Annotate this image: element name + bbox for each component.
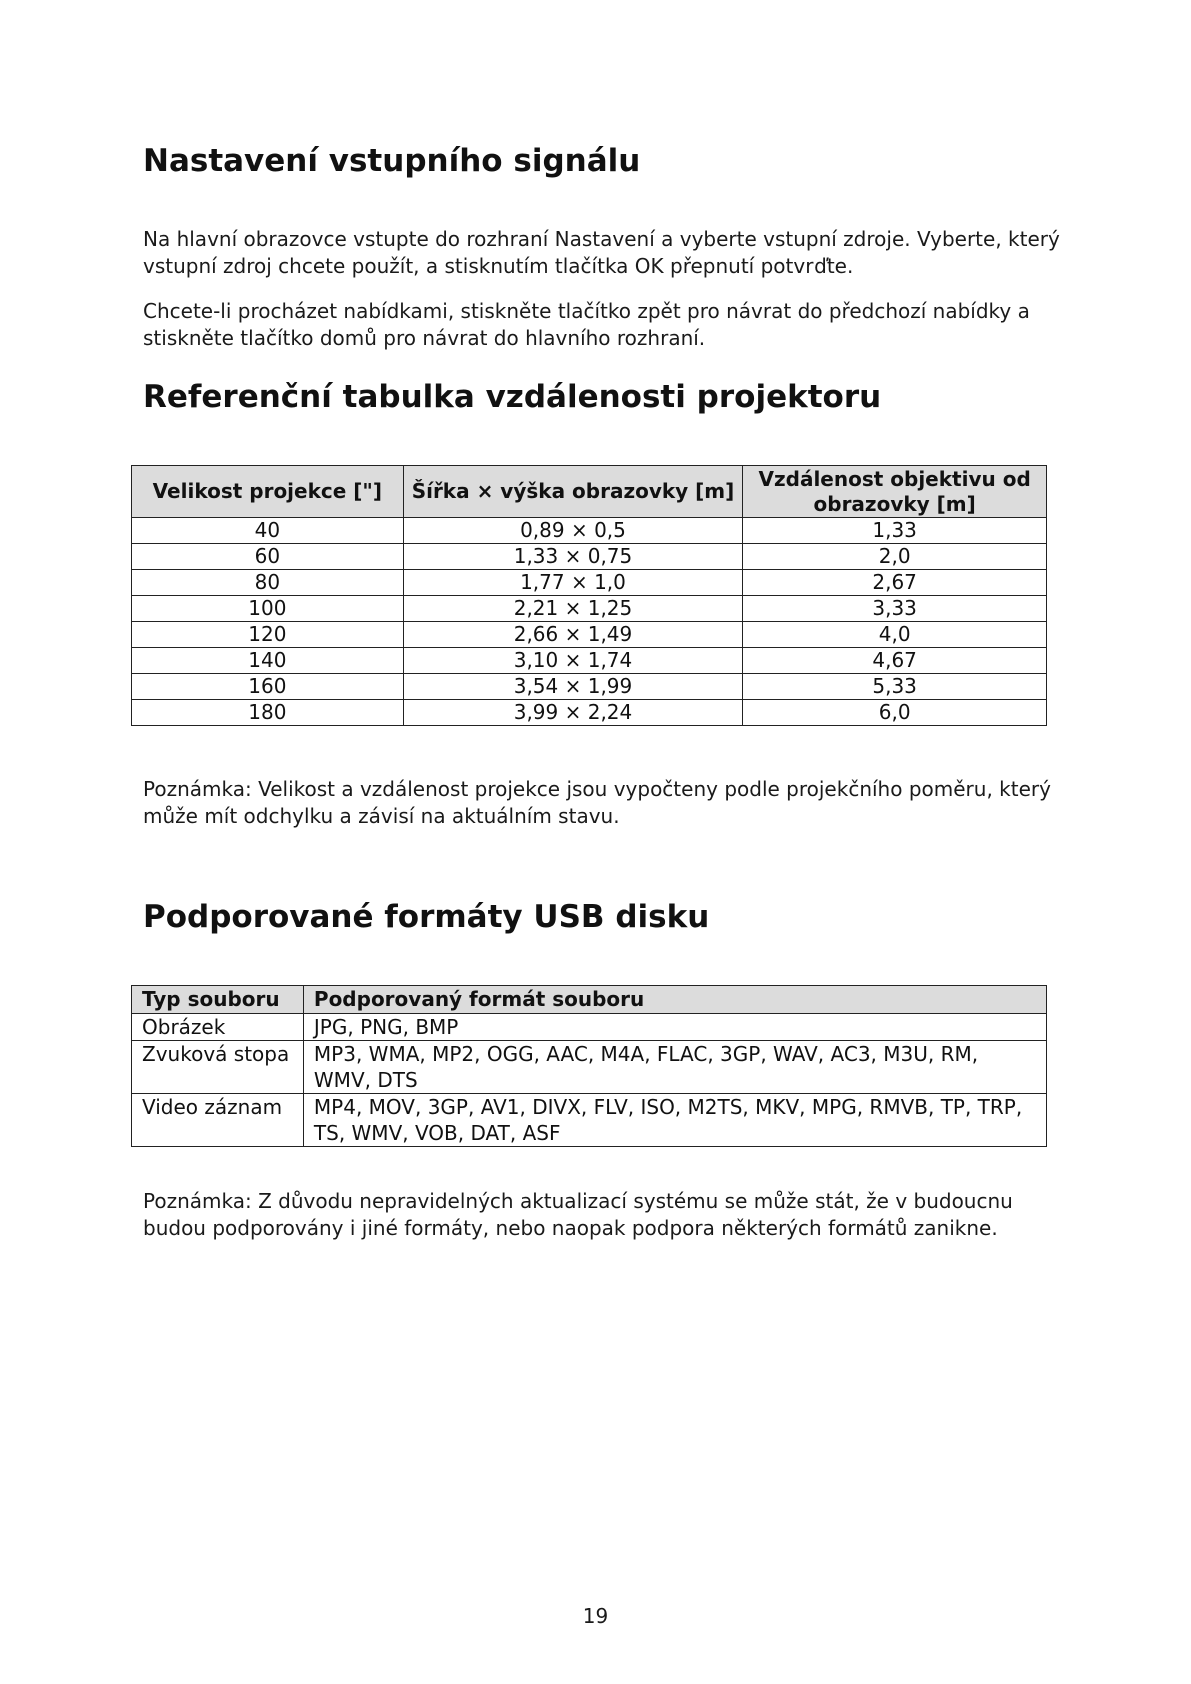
usb-formats-note: Poznámka: Z důvodu nepravidelných aktualizací systému se může stát, že v budoucnu budou podporovány i jiné formáty, nebo naopak podpora některých formátů zanikne. — [143, 1189, 1013, 1240]
column-header: Šířka × výška obrazovky [m] — [403, 466, 743, 518]
table-cell-formats: MP4, MOV, 3GP, AV1, DIVX, FLV, ISO, M2TS, MKV, MPG, RMVB, TP, TRP, TS, WMV, VOB, DAT, ASF — [303, 1094, 1046, 1147]
table-row — [132, 544, 1047, 570]
table-row — [132, 596, 1047, 622]
table-cell: 160 — [132, 674, 404, 700]
table-header-row — [132, 986, 1047, 1014]
section-heading-distance-table: Referenční tabulka vzdálenosti projektoru — [143, 379, 882, 415]
table-cell: 3,33 — [743, 596, 1047, 622]
table-cell: 40 — [132, 518, 404, 544]
table-row — [132, 674, 1047, 700]
table-cell-file-type: Zvuková stopa — [132, 1041, 304, 1094]
table-header-row — [132, 466, 1047, 518]
table-cell: 180 — [132, 700, 404, 726]
section-heading-usb-formats: Podporované formáty USB disku — [143, 899, 710, 935]
table-row — [132, 518, 1047, 544]
table-cell: 2,67 — [743, 570, 1047, 596]
column-header: Vzdálenost objektivu od obrazovky [m] — [743, 466, 1047, 518]
table-cell: 4,0 — [743, 622, 1047, 648]
table-cell-file-type: Video záznam — [132, 1094, 304, 1147]
table-cell: 1,77 × 1,0 — [403, 570, 743, 596]
usb-formats-table — [131, 985, 1047, 1147]
table-cell: 60 — [132, 544, 404, 570]
column-header: Velikost projekce ["] — [132, 466, 404, 518]
table-row — [132, 1094, 1047, 1147]
table-cell: 2,0 — [743, 544, 1047, 570]
table-cell: 1,33 — [743, 518, 1047, 544]
paragraph-input-instructions: Na hlavní obrazovce vstupte do rozhraní Nastavení a vyberte vstupní zdroje. Vyberte, který vstupní zdroj chcete použít, a stisknutím tlačítka OK přepnutí potvrďte. — [143, 227, 1060, 278]
table-cell: 2,21 × 1,25 — [403, 596, 743, 622]
table-cell: 80 — [132, 570, 404, 596]
table-row — [132, 570, 1047, 596]
table-row — [132, 622, 1047, 648]
table-cell: 2,66 × 1,49 — [403, 622, 743, 648]
page-number: 19 — [582, 1604, 609, 1628]
table-row — [132, 1041, 1047, 1094]
table-cell: 4,67 — [743, 648, 1047, 674]
table-cell: 3,99 × 2,24 — [403, 700, 743, 726]
table-cell: 6,0 — [743, 700, 1047, 726]
table-cell: 5,33 — [743, 674, 1047, 700]
table-cell-formats: MP3, WMA, MP2, OGG, AAC, M4A, FLAC, 3GP, WAV, AC3, M3U, RM, WMV, DTS — [303, 1041, 1046, 1094]
table-cell: 140 — [132, 648, 404, 674]
table-cell: 0,89 × 0,5 — [403, 518, 743, 544]
table-row — [132, 700, 1047, 726]
table-cell-formats: JPG, PNG, BMP — [303, 1014, 1046, 1041]
table-row — [132, 648, 1047, 674]
column-header: Podporovaný formát souboru — [303, 986, 1046, 1014]
table-cell: 120 — [132, 622, 404, 648]
table-cell: 3,10 × 1,74 — [403, 648, 743, 674]
distance-table-note: Poznámka: Velikost a vzdálenost projekce jsou vypočteny podle projekčního poměru, který může mít odchylku a závisí na aktuálním stavu. — [143, 777, 1051, 828]
table-cell: 1,33 × 0,75 — [403, 544, 743, 570]
table-cell: 100 — [132, 596, 404, 622]
table-cell-file-type: Obrázek — [132, 1014, 304, 1041]
distance-table — [131, 465, 1047, 726]
paragraph-navigation-instructions: Chcete-li procházet nabídkami, stiskněte tlačítko zpět pro návrat do předchozí nabídky a stiskněte tlačítko domů pro návrat do hlavního rozhraní. — [143, 299, 1030, 350]
table-cell: 3,54 × 1,99 — [403, 674, 743, 700]
column-header: Typ souboru — [132, 986, 304, 1014]
table-row — [132, 1014, 1047, 1041]
section-heading-input-signal: Nastavení vstupního signálu — [143, 143, 641, 179]
